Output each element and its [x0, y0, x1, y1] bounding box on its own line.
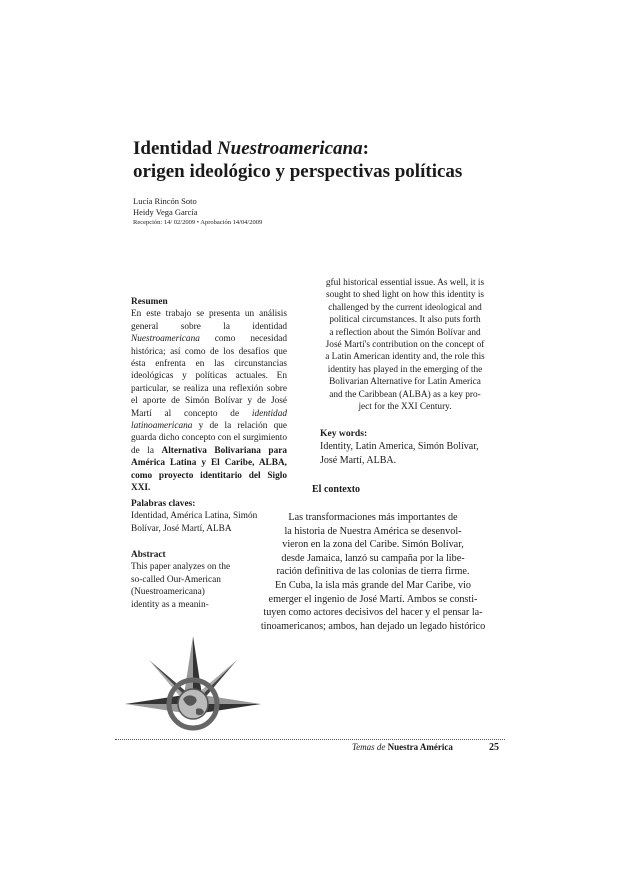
author-1: Lucía Rincón Soto — [133, 196, 197, 206]
abstract-block: Abstract This paper analyzes on the so-called Our-American (Nuestroamericana) identity as a meanin- — [131, 549, 271, 611]
palabras-claves-block: Palabras claves: Identidad, América Latina, Simón Bolívar, José Martí, ALBA — [131, 498, 287, 535]
body-paragraph: Las transformaciones más importantes de la historia de Nuestra América se desenvol- vieron en la zona del Caribe. Simón Bolívar, desde Jamaica, lanzó su campaña por la libe- ración definitiva de las colonias de tierra firme. En Cuba, la isla más grande del Mar Caribe, vio emerger el ingenio de José Martí. Ambos se consti- tuyen como actores decisivos del hacer y el pensar la- tinoamericanos; ambos, han dejado un legado histórico — [260, 512, 486, 632]
palabras-heading: Palabras claves: — [131, 499, 196, 509]
title-emphasis: Nuestroamericana — [216, 138, 363, 159]
author-2: Heidy Vega García — [133, 207, 198, 217]
resumen-block: Resumen En este trabajo se presenta un análisis general sobre la identidad Nuestroamericana como necesidad histórica; así como de los desafíos que ésta enfrenta en las circunstancias ideológicas y políticas actuales. En particular, se realiza una reflexión sobre el aporte de Simón Bolívar y de José Martí al concepto de identidad latinoamericana y de la relación que guarda dicho concepto con el surgimiento de la Alternativa Bolivariana para América Latina y El Caribe, ALBA, como proyecto identitario del Siglo XXI. — [131, 297, 287, 494]
resumen-heading: Resumen — [131, 297, 168, 307]
journal-name: Temas de Nuestra América — [352, 742, 453, 752]
article-title: Identidad Nuestroamericana: origen ideológico y perspectivas políticas — [133, 138, 463, 182]
key-words-heading: Key words: — [320, 428, 368, 439]
footer-divider — [115, 739, 505, 740]
section-heading-el-contexto: El contexto — [312, 484, 361, 495]
compass-rose-icon — [118, 634, 268, 740]
reception-dates: Recepción: 14/ 02/2009 • Aprobación 14/04/2009 — [133, 219, 263, 226]
key-words-block: Key words: Identity, Latin America, Simón Bolívar, José Martí, ALBA. — [320, 427, 490, 467]
page-number: 25 — [489, 742, 499, 753]
abstract-heading: Abstract — [131, 550, 166, 560]
abstract-continuation: gful historical essential issue. As well, it is sought to shed light on how this identity is challenged by the current ideological and political circumstances. It also puts forth a reflection about the Simón Bolívar and José Martí's contribution on the concept of a Latin American identity and, the role this identity has played in the emerging of the Bolivarian Alternative for Latin America and the Caribbean (ALBA) as a key pro- ject for the XXI Century. — [325, 278, 485, 413]
